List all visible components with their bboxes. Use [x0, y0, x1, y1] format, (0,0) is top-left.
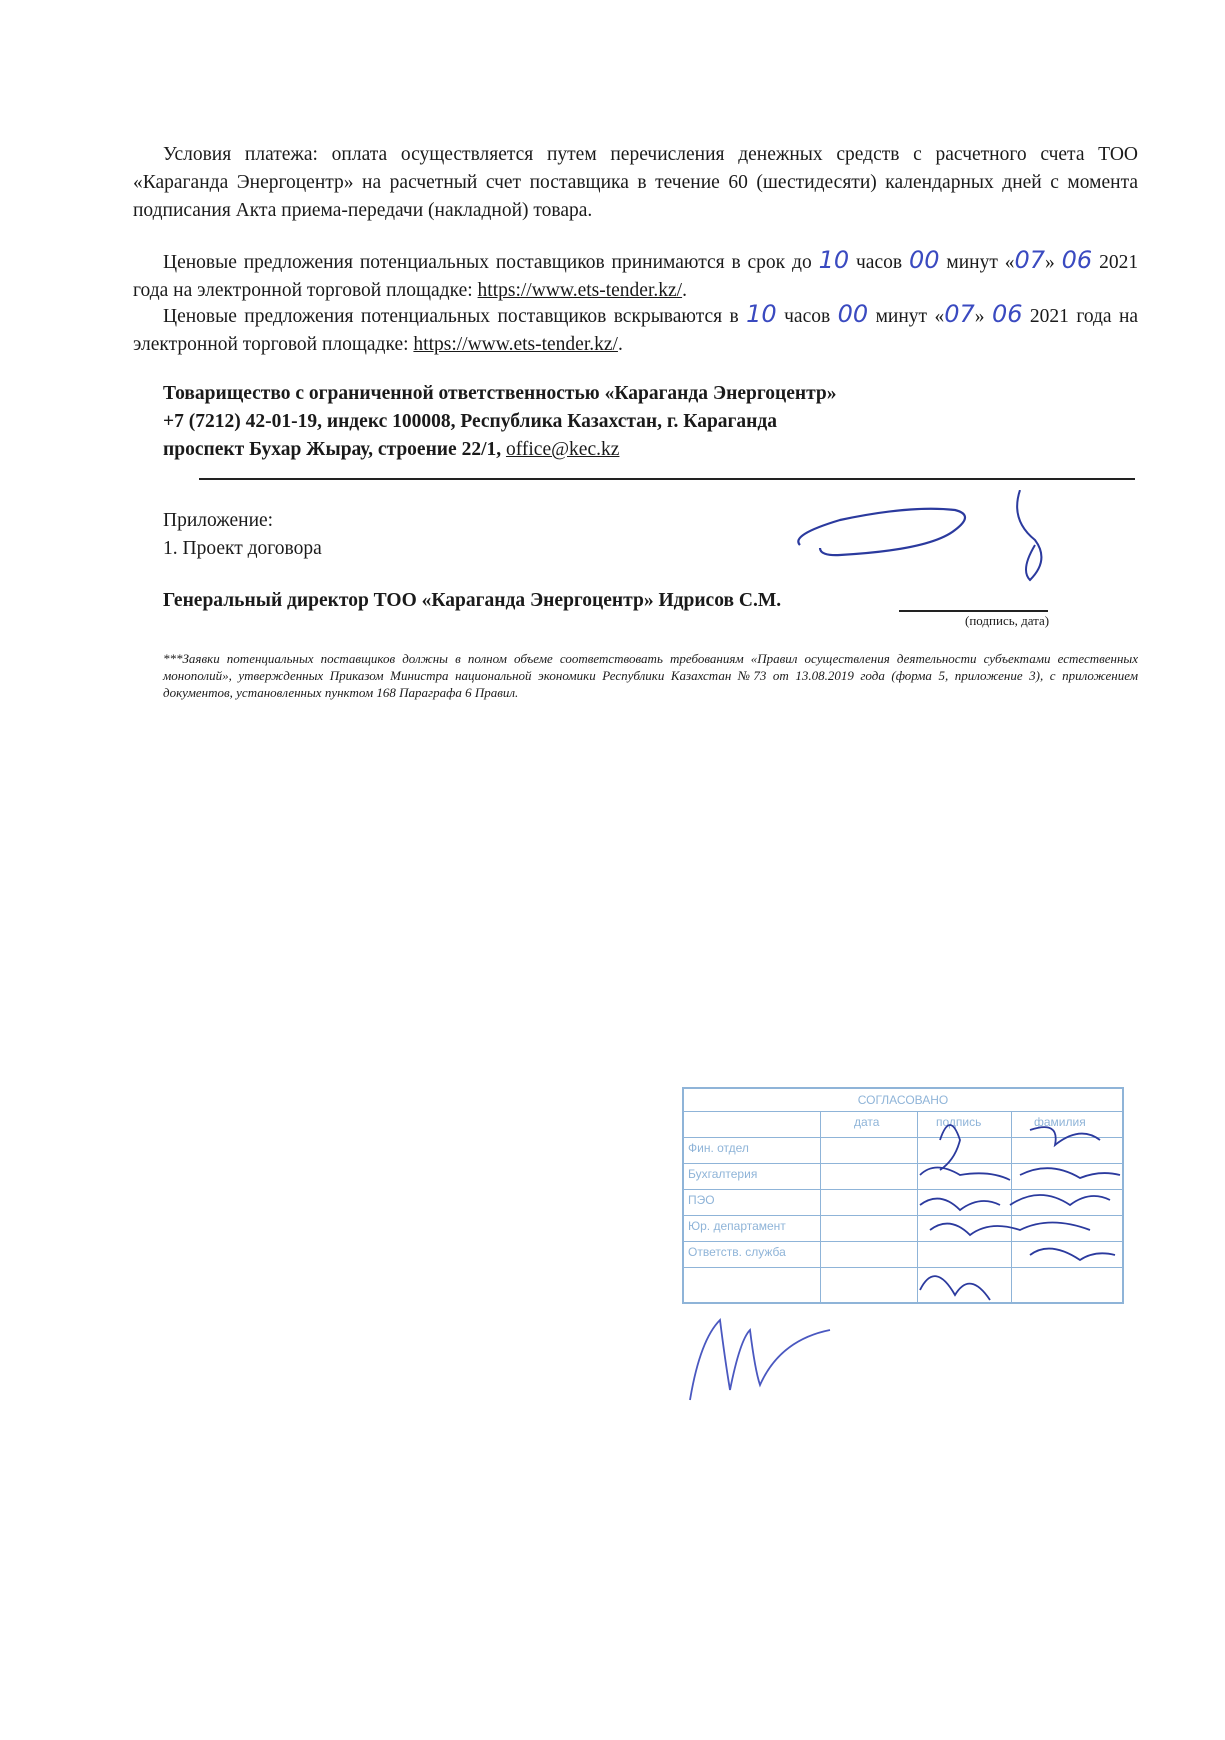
stamp-signature-graphic [680, 1300, 840, 1410]
open-hour-handwritten: 10 [746, 300, 777, 328]
signature-underline [899, 610, 1048, 612]
company-name: Товарищество с ограниченной ответственностью «Караганда Энергоцентр» [163, 383, 837, 404]
open-text-5: 2021 года на электронной торговой площадке: [133, 306, 1139, 355]
stamp-row-label: Бухгалтерия [688, 1167, 758, 1181]
director-signature-graphic [780, 490, 1080, 590]
approval-signatures-graphic [880, 1100, 1130, 1330]
stamp-row-label: ПЭО [688, 1193, 715, 1207]
open-month-handwritten: 06 [991, 300, 1023, 328]
stamp-title: СОГЛАСОВАНО [684, 1089, 1122, 1112]
company-phone-address: +7 (7212) 42-01-19, индекс 100008, Республика Казахстан, г. Караганда [163, 411, 777, 432]
open-text-3: минут « [875, 306, 945, 327]
accept-text-4: » [1045, 252, 1055, 273]
accept-hour-handwritten: 10 [818, 246, 850, 274]
signatory-line: Генеральный директор ТОО «Караганда Энергоцентр» Идрисов С.М. [163, 590, 782, 611]
stamp-col-signature: подпись [936, 1115, 982, 1129]
accept-month-handwritten: 06 [1061, 246, 1093, 274]
stamp-col-surname: фамилия [1034, 1115, 1086, 1129]
accept-text-6: . [682, 280, 687, 301]
accept-day-handwritten: 07 [1014, 246, 1046, 274]
accept-url-link[interactable]: https://www.ets-tender.kz/ [477, 280, 683, 301]
open-text-4: » [974, 306, 985, 327]
offers-accept-paragraph [133, 246, 1138, 305]
stamp-row-label: Юр. департамент [688, 1219, 786, 1233]
open-url-link[interactable]: https://www.ets-tender.kz/ [413, 334, 618, 355]
accept-text-1: Ценовые предложения потенциальных поставщиков принимаются в срок до [163, 252, 812, 273]
footnote-text: ***Заявки потенциальных поставщиков должны в полном объеме соответствовать требованиям «Правил осуществления деятельности субъектами естественных монополий», утвержденных Приказом Министра национальной экономики Республики Казахстан №73 от 13.08.2019 года (форма 5, приложение 3), с приложением документов, установленных пунктом 168 Параграфа 6 Правил. [163, 651, 1138, 700]
open-text-6: . [617, 334, 623, 355]
accept-minute-handwritten: 00 [908, 246, 940, 274]
offers-open-paragraph [133, 300, 1138, 359]
company-email-link[interactable]: office@kec.kz [505, 439, 620, 460]
company-block [163, 380, 837, 464]
open-text-2: часов [784, 306, 831, 327]
company-street: проспект Бухар Жырау, строение 22/1, [163, 439, 502, 460]
accept-text-5: 2021 года на электронной торговой площадке: [133, 252, 1139, 301]
attachment-block [163, 507, 322, 563]
accept-text-3: минут « [946, 252, 1015, 273]
separator-line [199, 478, 1135, 480]
stamp-row-label: Фин. отдел [688, 1141, 749, 1155]
signature-caption: (подпись, дата) [965, 613, 1050, 628]
open-minute-handwritten: 00 [837, 300, 869, 328]
attachment-item: 1. Проект договора [163, 538, 322, 559]
attachment-label: Приложение: [163, 510, 274, 531]
open-text-1: Ценовые предложения потенциальных поставщиков вскрываются в [163, 306, 739, 327]
stamp-row-label: Ответств. служба [688, 1245, 786, 1259]
open-day-handwritten: 07 [944, 300, 975, 328]
stamp-col-date: дата [854, 1115, 880, 1129]
accept-text-2: часов [856, 252, 903, 273]
payment-terms-paragraph: Условия платежа: оплата осуществляется путем перечисления денежных средств с расчетного счета ТОО «Караганда Энергоцентр» на расчетный счет поставщика в течение 60 (шестидесяти) календарных дней с момента подписания Акта приема-передачи (накладной) товара. [133, 144, 1138, 221]
